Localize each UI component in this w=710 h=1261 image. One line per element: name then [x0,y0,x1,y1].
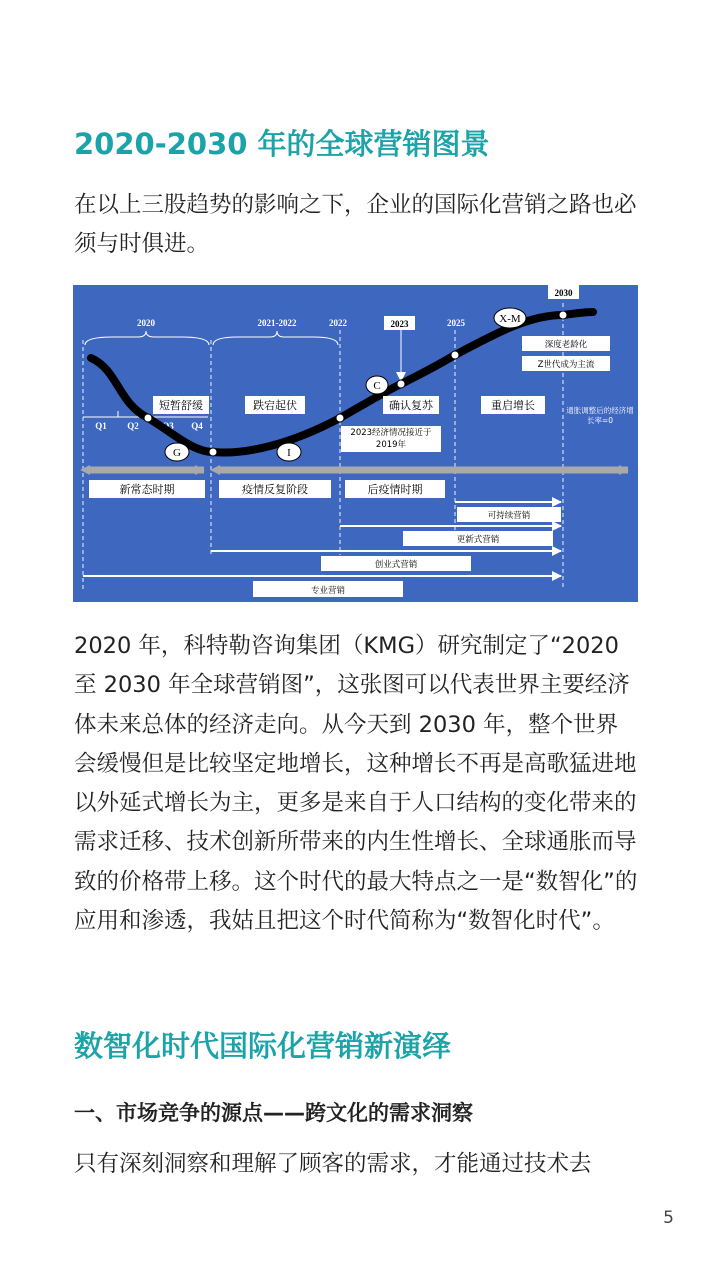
global-marketing-map-figure [73,285,638,602]
year-2020: 2020 [137,318,155,328]
note-deep-aging: 深度老龄化 [544,340,588,350]
year-2022: 2022 [329,318,347,328]
marker-c: C [373,380,381,392]
note-genz: Z世代成为主流 [537,360,595,370]
phase-short-relief: 短暂舒缓 [159,399,203,412]
year-2023-box [384,316,415,381]
marketing-sustainable: 可持续营销 [487,511,531,521]
marketing-renewal: 更新式营销 [456,535,500,545]
period-post-pandemic: 后疫情时期 [367,483,423,496]
section-title-2: 数智化时代国际化营销新演绎 [74,1029,452,1063]
year-2025: 2025 [447,318,465,328]
note-inflation-growth: 通胀调整后的经济增长率=0 [566,406,634,425]
year-2030-box [548,285,579,299]
period-new-normal: 新常态时期 [119,483,175,496]
quarter-q1: Q1 [95,421,107,431]
page-number: 5 [663,1208,674,1228]
period-pandemic-repeat: 疫情反复阶段 [242,483,308,496]
tail-paragraph: 只有深刻洞察和理解了顾客的需求，才能通过技术去 [74,1151,592,1177]
quarter-q3: Q3 [162,421,174,431]
quarter-q2: Q2 [127,421,139,431]
phase-ups-downs: 跌宕起伏 [253,399,297,412]
marketing-startup: 创业式营销 [374,560,418,570]
body-paragraph: 2020 年，科特勒咨询集团（KMG）研究制定了“2020 至 2030 年全球营销图”，这张图可以代表世界主要经济体未来总体的经济走向。从今天到 2030 年，整个世界会缓慢但是比较坚定地增长，这种增长不再是高歌猛进地以外延式增长为主，更多是来自于人口结构的变化带来的需求迁移、技术创新所带来的内生性增长、全球通胀而导致的价格带上移。这个时代的最大特点之一是“数智化”的应用和渗透，我姑且把这个时代简称为“数智化时代”。 [74,633,638,935]
year-2023: 2023 [390,319,409,329]
marker-g: G [173,447,181,459]
intro-paragraph: 在以上三股趋势的影响之下，企业的国际化营销之路也必须与时俱进。 [74,192,637,258]
note-2023-economy: 2023经济情况接近于2019年 [341,426,441,452]
phase-recovery: 确认复苏 [389,399,433,412]
section-title: 2020-2030 年的全球营销图景 [74,127,490,161]
marketing-professional: 专业营销 [310,586,346,596]
year-2021-2022: 2021-2022 [257,318,297,328]
guide-lines [83,303,563,590]
quarter-q4: Q4 [191,421,203,431]
phase-restart-growth: 重启增长 [491,399,535,412]
marker-xm: X-M [499,313,521,325]
year-2030: 2030 [554,288,573,298]
subsection-title: 一、市场竞争的源点——跨文化的需求洞察 [74,1101,473,1125]
marker-i: I [287,447,291,459]
